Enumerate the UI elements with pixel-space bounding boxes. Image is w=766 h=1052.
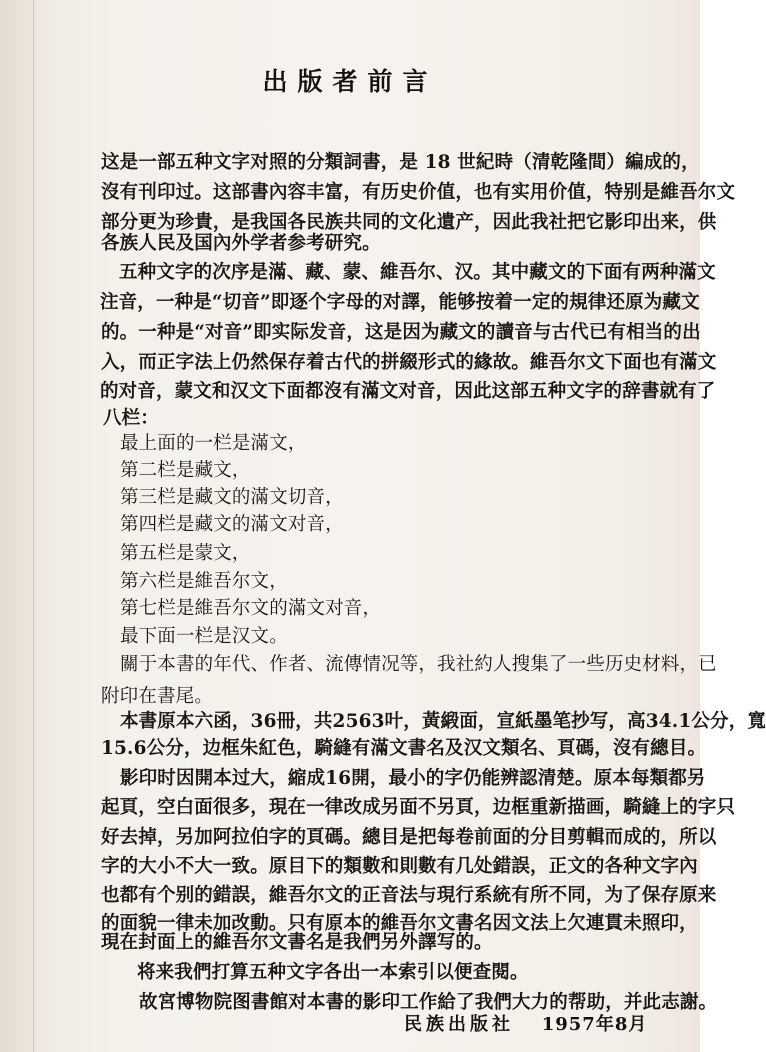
text-line-19: 關于本書的年代、作者、流傳情况等，我社約人搜集了一些历史材料，已 [120,654,717,675]
text-line-6: 注音，一种是“切音”即逐个字母的对譯，能够按着一定的規律还原为藏文 [100,292,700,313]
text-line-15: 第五栏是蒙文， [120,543,251,564]
page-title: 出版者前言 [262,67,438,96]
text-line-7: 的。一种是“对音”即实际发音，这是因为藏文的讀音与古代已有相当的出 [101,322,701,343]
text-line-27: 也都有个别的錯誤，維吾尔文的正音法与現行系統有所不同，为了保存原来 [101,885,717,906]
text-line-13: 第三栏是藏文的滿文切音， [120,487,344,508]
text-line-31: 故宮博物院图書館对本書的影印工作給了我們大力的帮助，并此志謝。 [139,992,718,1013]
publisher-name: 民族出版社 [404,1014,514,1035]
text-line-10: 八栏： [103,408,159,429]
text-line-29: 現在封面上的維吾尔文書名是我們另外譯写的。 [101,932,493,953]
text-line-2: 沒有刊印过。这部書內容丰富，有历史价值，也有实用价值，特别是維吾尔文 [101,182,736,203]
text-line-21: 本書原本六函，36冊，共2563叶，黃緞面，宣紙墨笔抄写，高34.1公分，寬 [120,711,766,732]
text-line-26: 字的大小不大一致。原目下的類數和則數有几处錯誤，正文的各种文字內 [101,856,698,877]
text-line-20: 附印在書尾。 [101,686,213,707]
text-line-3: 部分更为珍貴，是我国各民族共同的文化遺产，因此我社把它影印出来，供 [101,212,717,233]
text-line-17: 第七栏是維吾尔文的滿文对音， [120,598,382,619]
text-line-11: 最上面的一栏是滿文， [120,433,307,454]
text-line-9: 的对音，蒙文和汉文下面都沒有滿文对音，因此这部五种文字的辞書就有了 [100,381,716,402]
text-line-22: 15.6公分，边框朱紅色，騎縫有滿文書名及汉文類名、頁碼，沒有總目。 [101,738,707,759]
text-line-18: 最下面一栏是汉文。 [120,626,288,647]
page-footer [404,1016,647,1034]
text-line-23: 影印时因開本过大，縮成16開，最小的字仍能辨認清楚。原本每類都另 [120,768,706,789]
text-line-4: 各族人民及国內外学者参考研究。 [101,233,381,254]
text-line-1: 这是一部五种文字对照的分類詞書，是 18 世紀時（清乾隆間）編成的， [101,152,700,173]
text-line-14: 第四栏是藏文的滿文对音， [120,514,344,535]
text-line-28: 的面貌一律未加改動。只有原本的維吾尔文書名因文法上欠連貫未照印， [101,913,698,934]
text-line-5: 五种文字的次序是滿、藏、蒙、維吾尔、汉。其中藏文的下面有两种滿文 [119,262,716,283]
text-line-30: 将来我們打算五种文字各出一本索引以便查閱。 [137,962,529,983]
text-line-16: 第六栏是維吾尔文， [120,571,288,592]
text-line-12: 第二栏是藏文， [120,460,251,481]
publication-date: 1957年8月 [541,1014,648,1035]
text-line-25: 好去掉，另加阿拉伯字的頁碼。總目是把每卷前面的分目剪輯而成的，所以 [101,827,717,848]
text-line-24: 起頁，空白面很多，現在一律改成另面不另頁，边框重新描画，騎縫上的字只 [101,797,736,818]
text-line-8: 入，而正字法上仍然保存着古代的拼綴形式的緣故。維吾尔文下面也有滿文 [101,352,717,373]
